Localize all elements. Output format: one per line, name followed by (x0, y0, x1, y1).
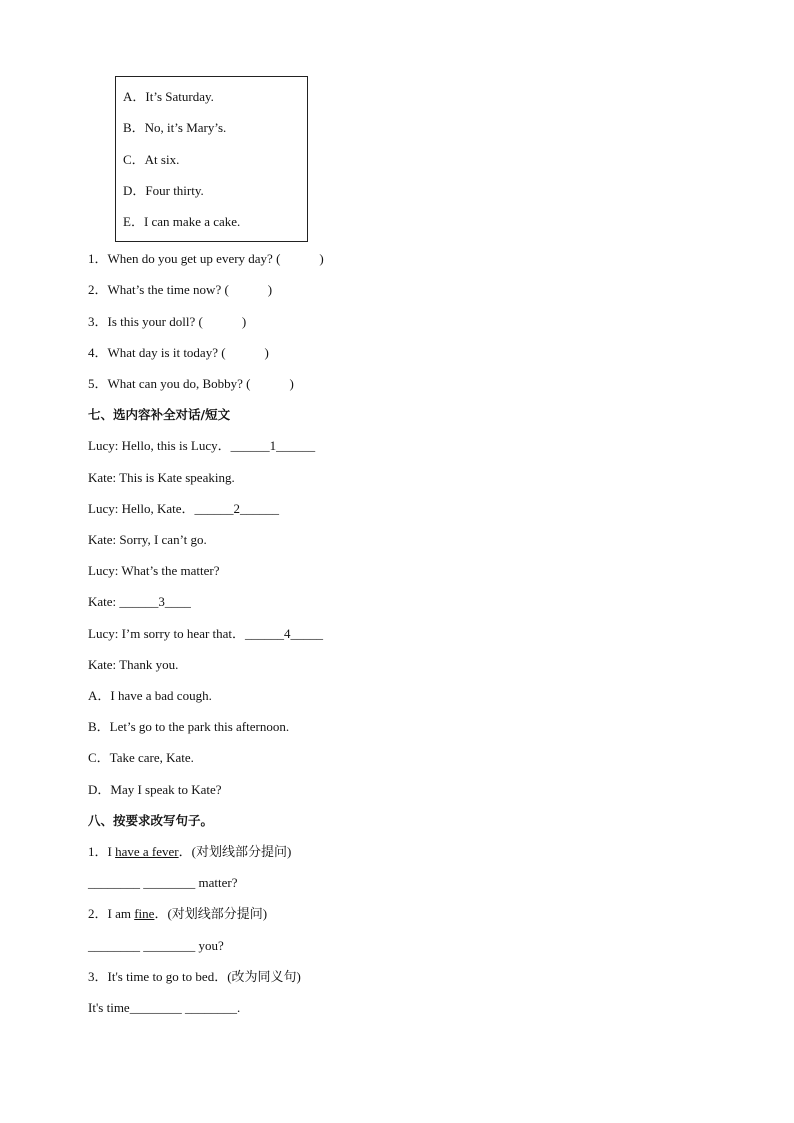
dialogue-line-2: Kate: This is Kate speaking. (88, 470, 235, 485)
box-option-d: D．Four thirty. (123, 183, 204, 198)
rewrite-q1-suffix: ．(对划线部分提问) (178, 844, 292, 859)
dialogue-line-4: Kate: Sorry, I can’t go. (88, 532, 207, 547)
dialogue-option-c: C．Take care, Kate. (88, 750, 194, 765)
dialogue-option-b: B．Let’s go to the park this afternoon. (88, 719, 290, 734)
dialogue-line-7: Lucy: I’m sorry to hear that．______4_____ (88, 626, 324, 641)
rewrite-answer-1: ________ ________ matter? (88, 875, 238, 890)
dialogue-line-3: Lucy: Hello, Kate．______2______ (88, 501, 279, 516)
rewrite-answer-2: ________ ________ you? (88, 938, 224, 953)
dialogue-option-d: D．May I speak to Kate? (88, 782, 222, 797)
section-7-title: 七、选内容补全对话/短文 (88, 407, 231, 422)
dialogue-option-a: A．I have a bad cough. (88, 688, 212, 703)
dialogue-line-1: Lucy: Hello, this is Lucy．______1______ (88, 438, 316, 453)
rewrite-q2-prefix: 2．I am (88, 906, 135, 921)
rewrite-q1-prefix: 1．I (88, 844, 116, 859)
dialogue-line-5: Lucy: What’s the matter? (88, 563, 220, 578)
matching-question-2: 2．What’s the time now? ( ) (88, 282, 273, 297)
rewrite-answer-3: It's time________ ________. (88, 1000, 241, 1015)
box-option-b: B．No, it’s Mary’s. (123, 120, 227, 135)
rewrite-question-2 (88, 906, 267, 922)
matching-question-3: 3．Is this your doll? ( ) (88, 314, 247, 329)
matching-question-5: 5．What can you do, Bobby? ( ) (88, 376, 294, 391)
dialogue-line-8: Kate: Thank you. (88, 657, 179, 672)
rewrite-q2-underlined: fine (134, 906, 155, 921)
matching-question-1: 1．When do you get up every day? ( ) (88, 251, 324, 266)
box-option-a: A．It’s Saturday. (123, 89, 214, 104)
box-option-c: C．At six. (123, 152, 180, 167)
box-option-e: E．I can make a cake. (123, 214, 241, 229)
rewrite-question-1 (88, 844, 291, 860)
rewrite-q2-suffix: ．(对划线部分提问) (154, 906, 268, 921)
dialogue-line-6: Kate: ______3____ (88, 594, 191, 609)
rewrite-q1-underlined: have a fever (115, 844, 179, 859)
rewrite-question-3: 3．It's time to go to bed．(改为同义句) (88, 969, 301, 984)
section-8-title: 八、按要求改写句子。 (88, 813, 214, 828)
matching-question-4: 4．What day is it today? ( ) (88, 345, 269, 360)
